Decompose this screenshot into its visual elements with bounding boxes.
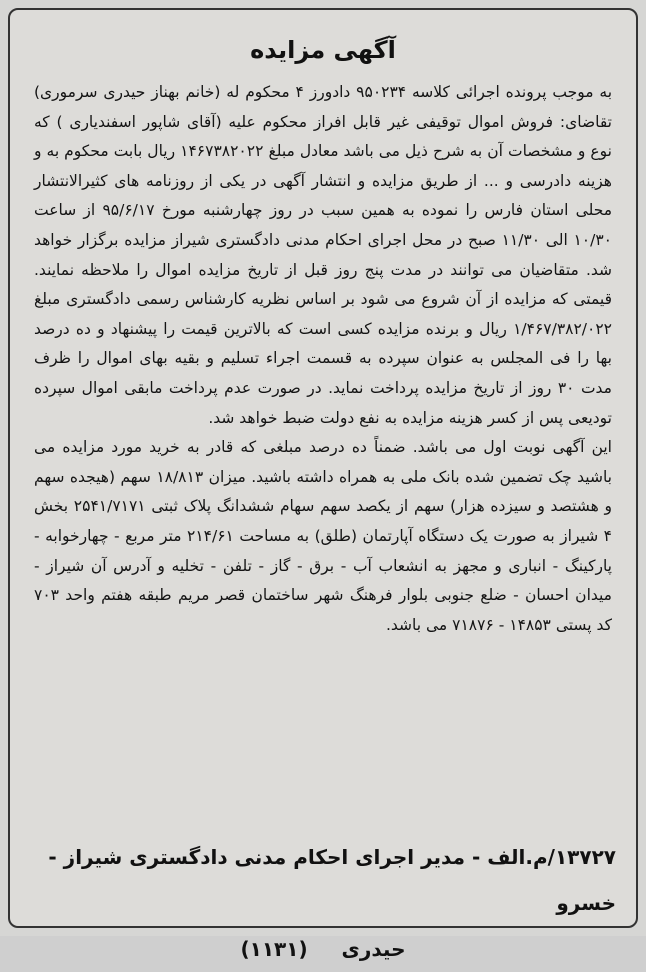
footer-signature-line: ۱۳۷۲۷/م.الف - مدیر اجرای احکام مدنی دادگستری شیراز - خسرو bbox=[48, 845, 616, 915]
footer-name-line bbox=[30, 926, 616, 972]
notice-title: آگهی مزایده bbox=[250, 36, 396, 64]
notice-paragraph-1: به موجب پرونده اجرائی کلاسه ۹۵۰۲۳۴ دادورز ۴ محکوم له (خانم بهناز حیدری سرموری) تقاضای: فروش اموال توقیفی غیر قابل افراز محکوم علیه (آقای شاپور اسفندیاری ) که نوع و مشخصات آن به شرح ذیل می باشد معادل مبلغ ۱۴۶۷۳۸۲۰۲۲ ریال بابت محکوم به و هزینه دادرسی و ... از طریق مزایده و انتشار آگهی در یکی از روزنامه های کثیرالانتشار محلی استان فارس را نموده به همین سبب در روز چهارشنبه مورخ ۹۵/۶/۱۷ از ساعت ۱۰/۳۰ الی ۱۱/۳۰ صبح در محل اجرای احکام مدنی دادگستری شیراز مزایده برگزار خواهد شد. متقاضیان می توانند در مدت پنج روز قبل از تاریخ مزایده اموال را ملاحظه نمایند. قیمتی که مزایده از آن شروع می شود بر اساس نظریه کارشناس رسمی دادگستری مبلغ ۱/۴۶۷/۳۸۲/۰۲۲ ریال و برنده مزایده کسی است که بالاترین قیمت را پیشنهاد و ده درصد بها را فی المجلس به عنوان سپرده به قسمت اجراء تسلیم و بقیه بهای اموال را ظرف مدت ۳۰ روز از تاریخ مزایده پرداخت نماید. در صورت عدم پرداخت مابقی اموال سپرده تودیعی پس از کسر هزینه مزایده به نفع دولت ضبط خواهد شد. bbox=[34, 83, 613, 427]
notice-body bbox=[34, 78, 612, 640]
notice-paragraph-2: این آگهی نوبت اول می باشد. ضمناً ده درصد مبلغی که قادر به خرید مورد مزایده می باشید چک تضمین شده بانک ملی به همراه داشته باشید. میزان ۱۸/۸۱۳ سهم (هیجده سهم و هشتصد و سیزده هزار) سهم از یکصد سهم سهام ششدانگ پلاک ثبتی ۲۵۴۱/۷۱۷۱ بخش ۴ شیراز به صورت یک دستگاه آپارتمان (طلق) به مساحت ۲۱۴/۶۱ متر مربع - چهارخوابه - پارکینگ - انباری و مجهز به انشعاب آب - برق - گاز - تلفن - تخلیه و آدرس آن شیراز - میدان احسان - ضلع جنوبی بلوار فرهنگ شهر ساختمان قصر مریم طبقه هفتم واحد ۷۰۳ کد پستی ۱۴۸۵۳ - ۷۱۸۷۶ می باشد. bbox=[34, 438, 612, 634]
notice-frame bbox=[8, 8, 638, 961]
footer-code: (۱۱۳۱) bbox=[240, 937, 308, 961]
footer-name: حیدری bbox=[341, 937, 406, 961]
notice-footer bbox=[30, 834, 616, 972]
